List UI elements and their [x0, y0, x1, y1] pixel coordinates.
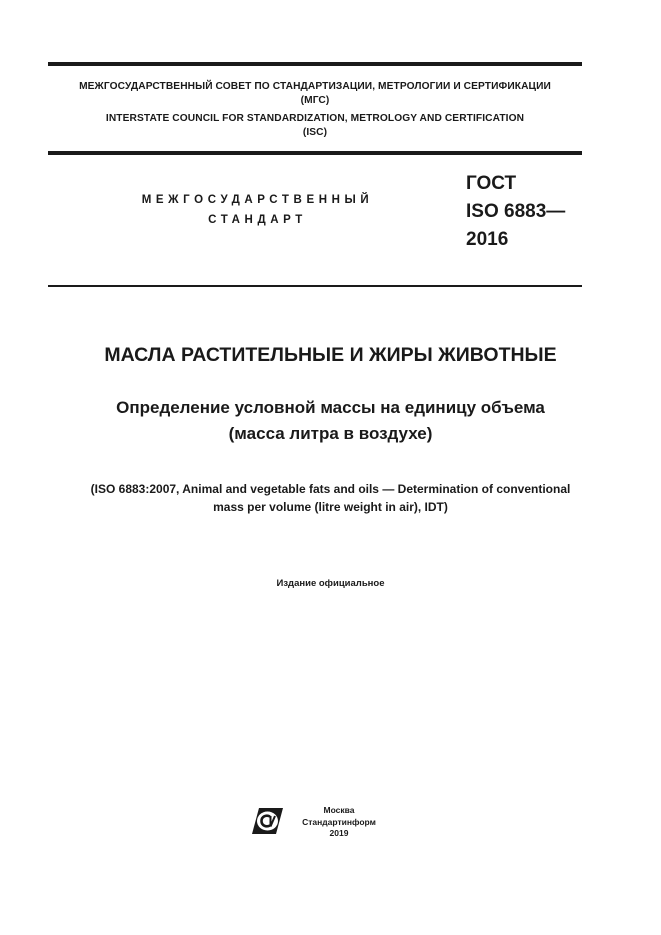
publisher-city: Москва: [323, 805, 355, 815]
gost-designation-line2: ISO 6883—: [466, 201, 566, 222]
council-en-abbr: (ISC): [302, 127, 328, 138]
publisher-year: 2019: [329, 828, 349, 838]
iso-reference: [40, 480, 621, 516]
council-en-name: INTERSTATE COUNCIL FOR STANDARDIZATION, METROLOGY AND CERTIFICATION: [105, 113, 525, 124]
subtitle-line2: (масса литра в воздухе): [228, 424, 433, 443]
gost-designation-line3: 2016: [466, 229, 509, 250]
publisher-name: Стандартинформ: [302, 816, 376, 827]
iso-reference-line2: mass per volume (litre weight in air), IDT): [213, 500, 448, 514]
council-ru: [48, 80, 582, 108]
gost-designation: [466, 170, 565, 254]
top-rule: [48, 62, 582, 66]
iso-reference-line1: (ISO 6883:2007, Animal and vegetable fats and oils — Determination of conventional: [90, 482, 571, 496]
council-rule: [48, 151, 582, 155]
standard-kind-line1: МЕЖГОСУДАРСТВЕННЫЙ: [141, 194, 374, 206]
standartinform-logo-icon: [249, 805, 285, 837]
main-title: МАСЛА РАСТИТЕЛЬНЫЕ И ЖИРЫ ЖИВОТНЫЕ: [104, 344, 557, 366]
subtitle: [0, 395, 661, 447]
standard-kind: [100, 190, 415, 230]
gost-designation-line1: ГОСТ: [466, 173, 517, 194]
council-ru-name: МЕЖГОСУДАРСТВЕННЫЙ СОВЕТ ПО СТАНДАРТИЗАЦИИ, МЕТРОЛОГИИ И СЕРТИФИКАЦИИ: [79, 81, 551, 92]
council-en: [48, 112, 582, 140]
standard-kind-line2: СТАНДАРТ: [208, 214, 307, 226]
header-bottom-rule: [48, 285, 582, 287]
subtitle-line1: Определение условной массы на единицу объема: [116, 398, 545, 417]
publisher: [296, 805, 382, 840]
edition-label: Издание официальное: [276, 578, 385, 589]
council-ru-abbr: (МГС): [300, 95, 330, 106]
